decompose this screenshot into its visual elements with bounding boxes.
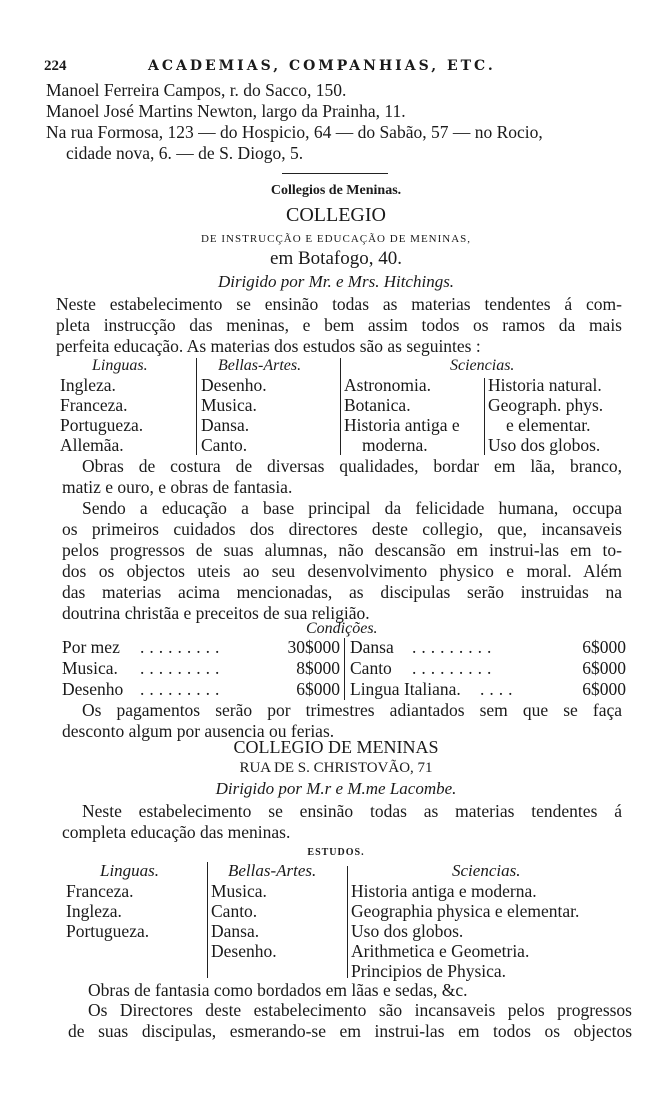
intro-line: Na rua Formosa, 123 — do Hospicio, 64 — do Sabão, 57 — no Rocio,	[46, 122, 543, 142]
dot-leader: .........	[140, 658, 225, 678]
price-value: 6$000	[296, 679, 340, 699]
table-cell: Musica.	[211, 881, 267, 901]
table-cell: Historia natural.	[488, 375, 602, 395]
paragraph-line: pleta instrucção das meninas, e bem assim todos os ramos da mais	[56, 315, 622, 335]
table-cell: Botanica.	[344, 395, 411, 415]
column-rule	[196, 358, 197, 455]
college1-subtitle: DE INSTRUCÇÃO E EDUCAÇÃO DE MENINAS,	[200, 233, 472, 245]
table-cell: Canto.	[201, 435, 248, 455]
table-header: Linguas.	[100, 861, 160, 880]
price-label: Lingua Italiana.	[350, 679, 461, 699]
paragraph-line: Os pagamentos serão por trimestres adiantados sem que se faça	[82, 700, 622, 720]
table-cell: Franceza.	[60, 395, 128, 415]
table-cell: Franceza.	[66, 881, 134, 901]
table-header: Linguas.	[92, 357, 148, 374]
price-value: 6$000	[582, 658, 626, 678]
paragraph-line: das materias acima mencionadas, as discipulas serão instruidas na	[62, 582, 622, 602]
price-label: Por mez	[62, 637, 120, 657]
paragraph-line: Os Directores deste estabelecimento são incansaveis pelos progressos	[88, 1000, 632, 1020]
table-cell: Desenho.	[211, 941, 277, 961]
studies-heading: ESTUDOS.	[307, 847, 365, 858]
section-divider	[282, 173, 388, 174]
college2-director: Dirigido por M.r e M.me Lacombe.	[215, 779, 457, 798]
dot-leader: .........	[412, 637, 497, 657]
table-cell: e elementar.	[506, 415, 591, 435]
table-cell: Dansa.	[201, 415, 250, 435]
table-header: Sciencias.	[452, 861, 521, 880]
price-value: 30$000	[287, 637, 340, 657]
column-rule	[484, 378, 485, 455]
price-label: Dansa	[350, 637, 394, 657]
dot-leader: .........	[140, 637, 225, 657]
table-cell: Historia antiga e	[344, 415, 460, 435]
paragraph-line: doutrina christãa e preceitos de sua religião.	[62, 603, 370, 623]
conditions-heading: Condições.	[306, 620, 378, 637]
section-heading: Collegios de Meninas.	[270, 183, 402, 198]
table-cell: Principios de Physica.	[351, 961, 507, 981]
paragraph-line: desconto algum por ausencia ou ferias.	[62, 721, 335, 741]
table-cell: Ingleza.	[66, 901, 122, 921]
table-cell: Ingleza.	[60, 375, 116, 395]
table-cell: Arithmetica e Geometria.	[351, 941, 530, 961]
price-value: 6$000	[582, 637, 626, 657]
paragraph-line: de suas discipulas, esmerando-se em instrui-las em todos os objectos	[68, 1021, 632, 1041]
price-label: Musica.	[62, 658, 118, 678]
paragraph-line: Sendo a educação a base principal da felicidade humana, occupa	[82, 498, 622, 518]
table-header: Sciencias.	[450, 357, 515, 374]
column-rule	[347, 866, 348, 978]
column-rule	[340, 358, 341, 455]
table-cell: Allemãa.	[60, 435, 124, 455]
paragraph-line: perfeita educação. As materias dos estudos são as seguintes :	[56, 336, 481, 356]
column-rule	[207, 862, 208, 978]
paragraph-line: Neste estabelecimento se ensinão todas as materias tendentes á com-	[56, 294, 622, 314]
table-cell: Canto.	[211, 901, 258, 921]
dot-leader: .........	[140, 679, 225, 699]
table-cell: Dansa.	[211, 921, 260, 941]
intro-line: cidade nova, 6. — de S. Diogo, 5.	[66, 143, 304, 163]
paragraph-line: Neste estabelecimento se ensinão todas as materias tendentes á	[82, 801, 622, 821]
table-cell: Astronomia.	[344, 375, 432, 395]
paragraph-line: os primeiros cuidados dos directores deste collegio, que, incansaveis	[62, 519, 622, 539]
table-cell: Musica.	[201, 395, 257, 415]
paragraph-line: Obras de costura de diversas qualidades, bordar em lãa, branco,	[82, 456, 622, 476]
college1-director: Dirigido por Mr. e Mrs. Hitchings.	[217, 272, 455, 291]
paragraph-line: Obras de fantasia como bordados em lãas e sedas, &c.	[88, 980, 468, 1000]
table-cell: Portugueza.	[60, 415, 144, 435]
table-cell: Geograph. phys.	[488, 395, 604, 415]
table-cell: Geographia physica e elementar.	[351, 901, 580, 921]
table-header: Bellas-Artes.	[228, 861, 317, 880]
price-label: Desenho	[62, 679, 124, 699]
paragraph-line: matiz e ouro, e obras de fantasia.	[62, 477, 293, 497]
college2-address: RUA DE S. CHRISTOVÃO, 71	[239, 760, 433, 776]
price-label: Canto	[350, 658, 392, 678]
table-cell: Uso dos globos.	[488, 435, 601, 455]
table-header: Bellas-Artes.	[218, 357, 302, 374]
dot-leader: .........	[412, 658, 497, 678]
table-cell: Desenho.	[201, 375, 267, 395]
college1-name: COLLEGIO	[286, 204, 386, 226]
college2-name: COLLEGIO DE MENINAS	[233, 737, 439, 757]
college1-address: em Botafogo, 40.	[270, 248, 402, 269]
table-cell: moderna.	[362, 435, 428, 455]
table-cell: Portugueza.	[66, 921, 150, 941]
price-value: 8$000	[296, 658, 340, 678]
paragraph-line: dos os objectos uteis ao seu desenvolvimento physico e moral. Além	[62, 561, 622, 581]
dot-leader: ....	[480, 679, 518, 699]
price-value: 6$000	[582, 679, 626, 699]
paragraph-line: completa educação das meninas.	[62, 822, 291, 842]
running-head-title: ACADEMIAS, COMPANHIAS, ETC.	[148, 58, 496, 74]
page-number: 224	[44, 58, 67, 74]
table-cell: Historia antiga e moderna.	[351, 881, 537, 901]
table-cell: Uso dos globos.	[351, 921, 464, 941]
intro-line: Manoel Ferreira Campos, r. do Sacco, 150.	[46, 80, 347, 100]
paragraph-line: pelos progressos de suas alumnas, não descansão em instrui-las em to-	[62, 540, 622, 560]
intro-line: Manoel José Martins Newton, largo da Prainha, 11.	[46, 101, 406, 121]
column-rule	[344, 638, 345, 700]
